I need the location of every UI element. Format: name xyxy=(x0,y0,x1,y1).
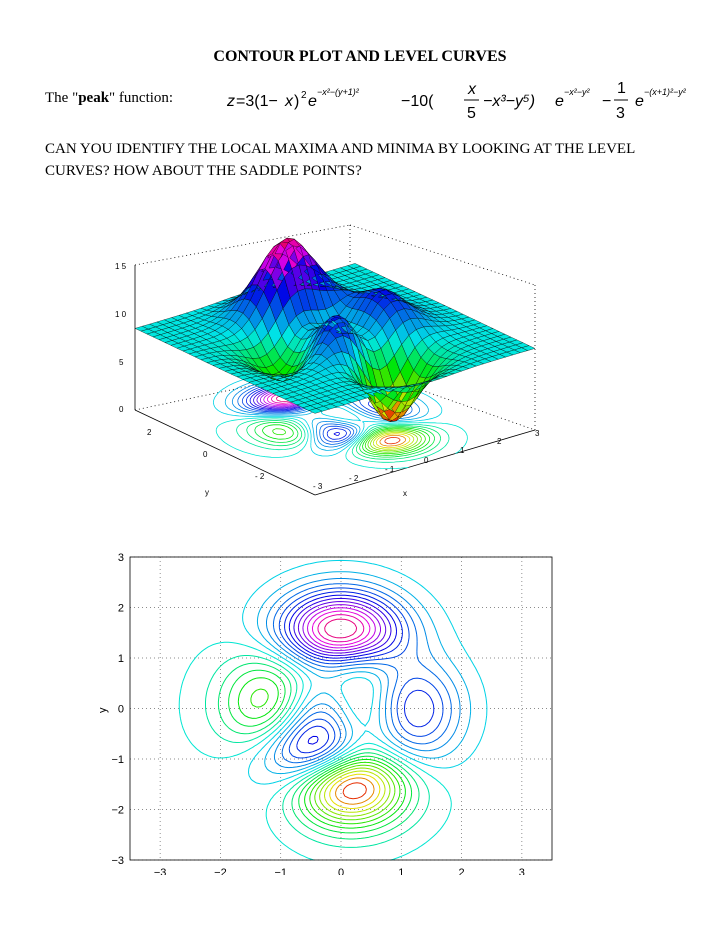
x-tick-label: −1 xyxy=(274,867,287,875)
y-tick-label: 0 xyxy=(117,703,124,716)
x-tick-label: 2 xyxy=(458,867,465,875)
svg-text:3: 3 xyxy=(616,105,625,122)
x-tick-label: −3 xyxy=(153,867,167,875)
svg-text:1: 1 xyxy=(617,80,626,97)
x-tick-label: 1 xyxy=(398,867,405,875)
x-tick-neg2: - 2 xyxy=(349,474,359,483)
y-tick-neg2: - 2 xyxy=(255,472,265,481)
svg-text:−x²−y²: −x²−y² xyxy=(564,87,590,97)
formula-label: The "peak" function: xyxy=(45,90,174,106)
floor-contour-line xyxy=(373,432,414,449)
svg-text:=3(1−: =3(1− xyxy=(236,93,278,110)
svg-text:): ) xyxy=(294,93,300,110)
peaks-formula xyxy=(215,78,720,124)
y-tick-label: 2 xyxy=(117,602,124,615)
y-tick-0: 0 xyxy=(203,450,208,459)
y-tick-label: 1 xyxy=(117,653,124,665)
x-tick-neg3: - 3 xyxy=(313,482,323,491)
question-text: CAN YOU IDENTIFY THE LOCAL MAXIMA AND MINIMA BY LOOKING AT THE LEVEL CURVES? HOW ABOUT THE SADDLE POINTS? xyxy=(45,141,635,179)
formula-row xyxy=(45,78,705,122)
surface-plot xyxy=(95,205,565,505)
svg-text:−x²−(y+1)²: −x²−(y+1)² xyxy=(317,87,359,97)
contour-line xyxy=(267,579,461,768)
contour-plot xyxy=(90,545,560,875)
contour-y-label: y xyxy=(97,707,109,713)
svg-text:−(x+1)²−y²: −(x+1)²−y² xyxy=(644,87,686,97)
svg-text:x: x xyxy=(285,93,293,110)
z-tick-15: 1 5 xyxy=(115,262,127,271)
svg-text:−: − xyxy=(602,93,612,110)
x-tick-label: −2 xyxy=(214,867,227,875)
y-tick-label: −2 xyxy=(111,804,124,817)
svg-text:e: e xyxy=(308,93,317,110)
svg-text:2: 2 xyxy=(301,90,307,101)
svg-text:−10(: −10( xyxy=(401,93,434,110)
x-tick-neg1: - 1 xyxy=(385,465,395,474)
svg-text:−x³−y⁵): −x³−y⁵) xyxy=(483,93,536,110)
contour-line xyxy=(330,774,380,808)
x-tick-2: 2 xyxy=(497,437,502,446)
y-tick-label: 3 xyxy=(117,552,124,564)
y-axis-label: y xyxy=(205,488,209,497)
floor-contour-line xyxy=(385,437,400,443)
svg-text:x: x xyxy=(468,81,476,98)
svg-text:5: 5 xyxy=(467,105,476,122)
contour-line xyxy=(294,598,391,655)
y-tick-label: −1 xyxy=(111,754,124,766)
y-tick-2: 2 xyxy=(147,428,152,437)
svg-text:e: e xyxy=(635,93,644,110)
x-tick-label: 3 xyxy=(518,867,525,875)
x-axis-label: x xyxy=(403,489,407,498)
z-tick-10: 1 0 xyxy=(115,310,127,319)
z-tick-0: 0 xyxy=(119,405,124,414)
z-tick-5: 5 xyxy=(119,358,124,367)
x-tick-1: 1 xyxy=(460,446,465,455)
x-tick-label: 0 xyxy=(337,867,345,875)
contour-line xyxy=(312,611,370,645)
svg-text:e: e xyxy=(555,93,564,110)
page-title: CONTOUR PLOT AND LEVEL CURVES xyxy=(213,48,507,65)
y-tick-label: −3 xyxy=(111,855,124,867)
x-tick-3: 3 xyxy=(535,429,540,438)
x-tick-0: 0 xyxy=(424,456,429,465)
contour-line xyxy=(343,783,366,799)
floor-contour-line xyxy=(380,435,406,446)
svg-text:z: z xyxy=(227,93,235,110)
